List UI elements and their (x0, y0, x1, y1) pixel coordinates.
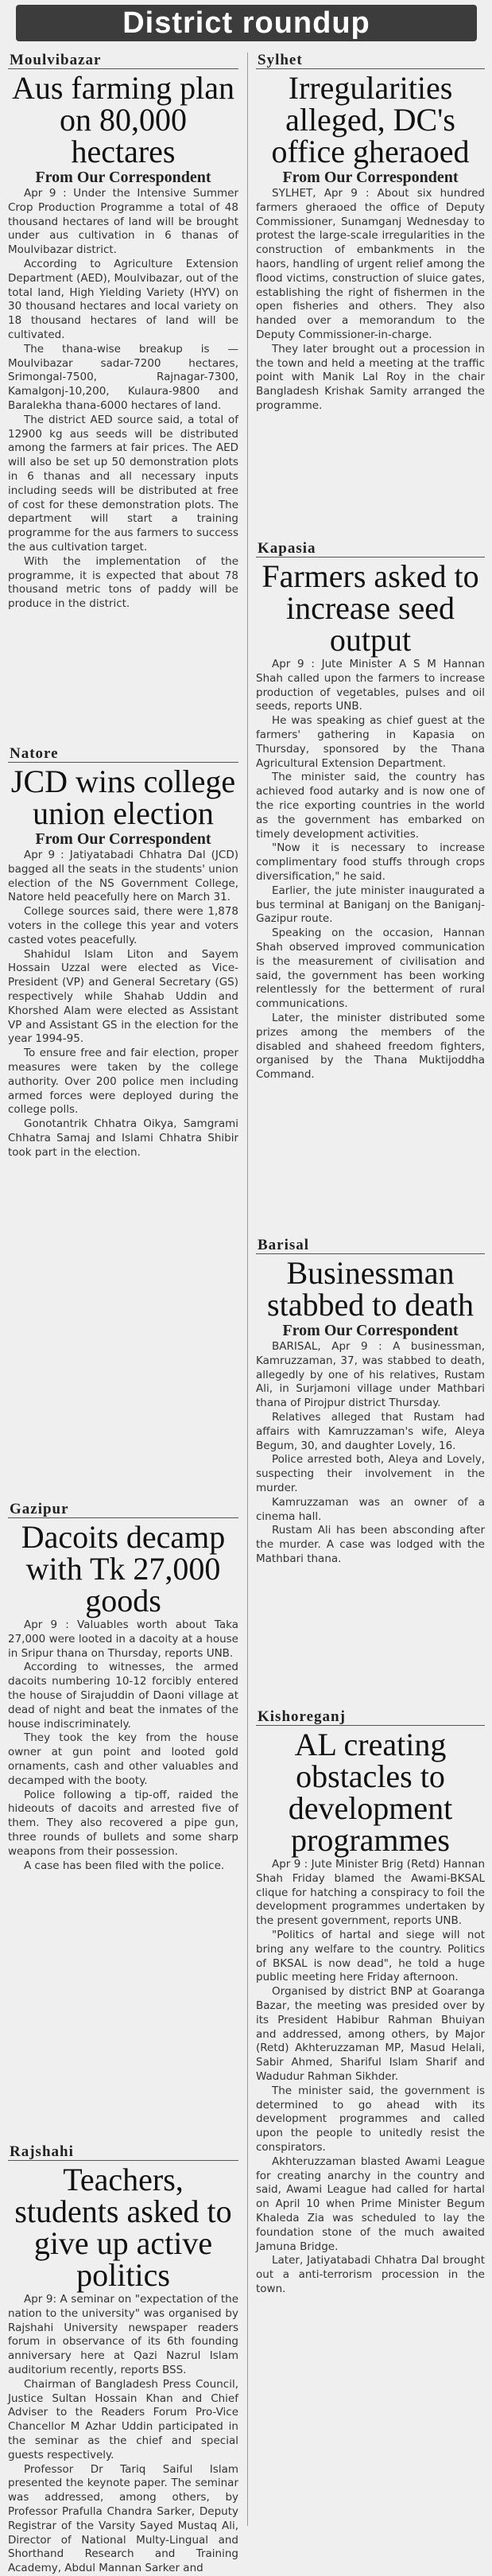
story-moulvibazar (8, 52, 238, 612)
article-body (8, 2293, 238, 2576)
headline: JCD wins college union election (10, 763, 236, 831)
article-paragraph: "Now it is necessary to increase complimentary food stuffs through crops diversification," he said. (256, 841, 485, 883)
article-paragraph: A case has been filed with the police. (24, 1859, 225, 1872)
article-paragraph: To ensure free and fair election, proper measures were taken by the college authority. Over 200 police men including armed forces were deployed during the college polls. (8, 1047, 238, 1117)
article-paragraph: SYLHET, Apr 9 : About six hundred farmers gheraoed the office of Deputy Commissioner, Sunamganj Wednesday to protest the large-scale irregularities in the construction of embankments in the haors, handling of urgent relief among the flood victims, construction of sluice gates, establishing the right of fishermen in the open fisheries and others. They also handed over a memorandum to the Deputy Commissioner-in-charge. (256, 187, 485, 341)
byline: From Our Correspondent (35, 830, 211, 848)
article-paragraph: College sources said, there were 1,878 voters in the college this year and voters casted votes peacefully. (8, 905, 238, 946)
dateline-place: Sylhet (256, 52, 485, 69)
article-body (8, 187, 238, 612)
story-kapasia (256, 541, 485, 1082)
article-paragraph: The thana-wise breakup is — Moulvibazar sadar-7200 hectares, Srimongal-7500, Rajnagar-7300, Kamalgonj-10,200, Kulaura-9800 and Baralekha thana-6000 hectares of land. (8, 342, 238, 412)
article-paragraph: Organised by district BNP at Goaranga Bazar, the meeting was presided over by its President Habibur Rahman Bhuiyan and addressed, among others, by Major (Retd) Akhteruzzaman MP, Masud Helali, Sabir Ahmed, Shariful Islam Sharif and Wadudur Rahman Sikhder. (256, 1985, 485, 2083)
section-banner: District roundup (16, 5, 477, 41)
article-paragraph: Later, the minister distributed some prizes among the members of the disabled and shaheed freedom fighters, organised by the Thana Muktijoddha Command. (256, 1011, 485, 1082)
story-rajshahi (8, 2144, 238, 2576)
headline: Irregularities alleged, DC's office gheraoed (271, 70, 470, 169)
dateline-place: Barisal (256, 1237, 485, 1254)
article-paragraph: Police arrested both, Aleya and Lovely, suspecting their involvement in the murder. (256, 1453, 485, 1494)
article-paragraph: Chairman of Bangladesh Press Council, Justice Sultan Hossain Khan and Chief Adviser to the Readers Forum Pro-Vice Chancellor M Azhar Uddin participated in the seminar as the chief and special guests respectively. (8, 2377, 238, 2461)
article-paragraph: Relatives alleged that Rustam had affairs with Kamruzzaman's wife, Aleya Begum, 30, and daughter Lovely, 16. (256, 1410, 485, 1452)
article-paragraph: They took the key from the house owner at gun point and looted gold ornaments, cash and other valuables and decamped with the booty. (8, 1731, 238, 1787)
article-paragraph: He was speaking as chief guest at the farmers' gathering in Kapasia on Thursday, sponsored by the Thana Agricultural Extension Department. (256, 714, 485, 770)
article-paragraph: "Politics of hartal and siege will not bring any welfare to the country. Politics of BKSAL is now dead", he told a huge public meeting here Friday afternoon. (256, 1928, 485, 1984)
article-body (8, 1618, 238, 1873)
headline: Dacoits decamp with Tk 27,000 goods (21, 1519, 226, 1618)
story-gazipur (8, 1502, 238, 1873)
article-paragraph: Akhteruzzaman blasted Awami League for creating anarchy in the country and said, Awami League had called for hartal on April 10 when Prime Minister Begum Khaleda Zia was scheduled to lay the foundation stone of the much awaited Jamuna Bridge. (256, 2154, 485, 2253)
dateline-place: Kishoreganj (256, 1709, 485, 1726)
article-body (256, 1340, 485, 1567)
article-paragraph: Apr 9 : Jute Minister A S M Hannan Shah called upon the farmers to increase production of vegetables, pulses and oil seeds, reports UNB. (256, 658, 485, 713)
article-paragraph: Rustam Ali has been absconding after the murder. A case was lodged with the Mathbari thana. (256, 1524, 485, 1565)
headline: Aus farming plan on 80,000 hectares (12, 70, 234, 169)
article-paragraph: Professor Dr Tariq Saiful Islam presented the keynote paper. The seminar was addressed, among others, by Professor Prafulla Chandra Sarker, Deputy Registrar of the Varsity Sayed Mustaq Ali, Director of National Multy-Lingual and Shorthand Research and Training Academy, Abdul Mannan Sarker and (8, 2462, 238, 2575)
dateline-place: Gazipur (8, 1502, 238, 1518)
article-paragraph: The district AED source said, a total of 12900 kg aus seeds will be distributed among the farmers at fair prices. The AED will also be set up 50 demonstration plots in 6 thanas and all necessary inputs including seeds will be distributed at free of cost for these demonstration plots. The department will start a training programme for the aus farmers to success the aus cultivation target. (8, 413, 238, 554)
dateline-place: Rajshahi (8, 2144, 238, 2161)
article-paragraph: BARISAL, Apr 9 : A businessman, Kamruzzaman, 37, was stabbed to death, allegedly by one of his relatives, Rustam Ali, in Surjamoni village under Mathbari thana of Pirojpur district Thursday. (256, 1340, 485, 1410)
headline: Businessman stabbed to death (267, 1255, 474, 1323)
dateline-place: Moulvibazar (8, 52, 238, 69)
headline: AL creating obstacles to development programmes (288, 1727, 453, 1858)
article-paragraph: According to witnesses, the armed dacoits numbering 10-12 forcibly entered the house of Sirajuddin of Daoni village at dead of night and beat the inmates of the house indiscriminately. (8, 1661, 238, 1731)
article-paragraph: Apr 9 : Valuables worth about Taka 27,000 were looted in a dacoity at a house in Sripur thana on Thursday, reports UNB. (8, 1618, 238, 1660)
article-body (8, 849, 238, 1160)
article-paragraph: Apr 9 : Jatiyatabadi Chhatra Dal (JCD) bagged all the seats in the students' union election of the NS Government College, Natore held peacefully here on March 31. (8, 849, 238, 904)
article-paragraph: Shahidul Islam Liton and Sayem Hossain Uzzal were elected as Vice-President (VP) and General Secretary (GS) respectively while Shahab Uddin and Khorshed Alam were elected as Assistant VP and Assistant GS in the election for the year 1994-95. (8, 947, 238, 1046)
byline: From Our Correspondent (35, 169, 211, 186)
story-barisal (256, 1237, 485, 1567)
article-paragraph: With the implementation of the programme, it is expected that about 78 thousand metric tons of paddy will be produce in the district. (8, 554, 238, 611)
story-kishoreganj (256, 1709, 485, 2297)
article-paragraph: Apr 9 : Jute Minister Brig (Retd) Hannan Shah Friday blamed the Awami-BKSAL clique for hatching a conspiracy to foil the development programmes undertaken by the present government, reports UNB. (256, 1858, 485, 1928)
byline: From Our Correspondent (282, 169, 459, 186)
article-paragraph: According to Agriculture Extension Department (AED), Moulvibazar, out of the total land, High Yielding Variety (HYV) on 30 thousand hectares and local variety on 18 thousand hectares of land will be cultivated. (8, 257, 238, 341)
article-paragraph: Speaking on the occasion, Hannan Shah observed improved communication is the measurement of civilisation and said, the government has been working relentlessly for the betterment of rural communications. (256, 927, 485, 1011)
article-body (256, 658, 485, 1082)
article-paragraph: Apr 9: A seminar on "expectation of the nation to the university" was organised by Rajshahi University newspaper readers forum in observance of its 6th founding anniversary here at Qazi Nazrul Islam auditorium recently, reports BSS. (8, 2293, 238, 2376)
dateline-place: Natore (8, 746, 238, 763)
headline: Farmers asked to increase seed output (261, 558, 479, 658)
article-paragraph: Gonotantrik Chhatra Oikya, Samgrami Chhatra Samaj and Islami Chhatra Shibir took part in the election. (8, 1117, 238, 1159)
byline: From Our Correspondent (282, 1322, 459, 1339)
article-body (256, 1858, 485, 2297)
headline: Teachers, students asked to give up active politics (14, 2162, 232, 2293)
article-paragraph: Police following a tip-off, raided the hideouts of dacoits and arrested five of them. They also recovered a pipe gun, three rounds of bullets and some sharp weapons from their possession. (8, 1788, 238, 1858)
article-body (256, 187, 485, 414)
dateline-place: Kapasia (256, 541, 485, 558)
column-divider (247, 52, 248, 2526)
article-paragraph: The minister said, the government is determined to go ahead with its development programmes and called upon the people to unitedly resist the conspirators. (256, 2084, 485, 2154)
article-paragraph: Apr 9 : Under the Intensive Summer Crop Production Programme a total of 48 thousand hectares of land will be brought under aus cultivation in 6 thanas of Moulvibazar district. (8, 187, 238, 257)
article-paragraph: The minister said, the country has achieved food autarky and is now one of the rice exporting countries in the world as the government has embarked on timely development activities. (256, 771, 485, 841)
article-paragraph: Earlier, the jute minister inaugurated a bus terminal at Baniganj on the Baniganj-Gazipur route. (256, 884, 485, 926)
story-natore (8, 746, 238, 1160)
story-sylhet (256, 52, 485, 414)
article-paragraph: They later brought out a procession in the town and held a meeting at the traffic point with Manik Lal Roy in the chair Bangladesh Krishak Samity arranged the programme. (256, 342, 485, 412)
article-paragraph: Later, Jatiyatabadi Chhatra Dal brought out a anti-terrorism procession in the town. (256, 2254, 485, 2295)
article-paragraph: Kamruzzaman was an owner of a cinema hall. (256, 1495, 485, 1523)
